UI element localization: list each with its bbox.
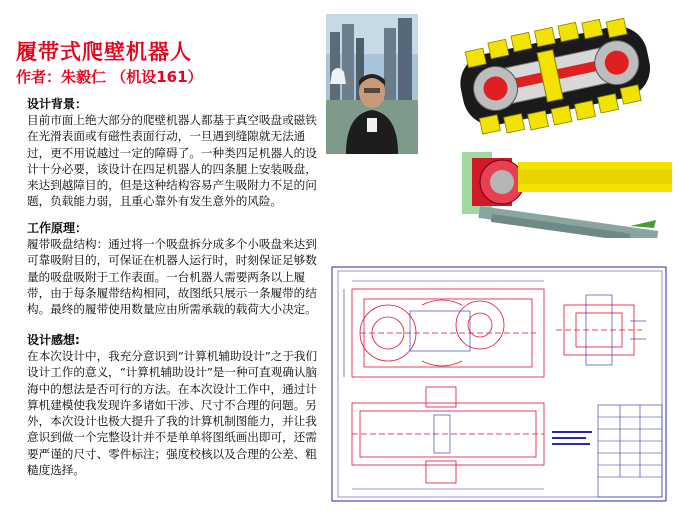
shaft-detail-render bbox=[462, 148, 672, 238]
author-photo bbox=[326, 14, 418, 154]
background-heading: 设计背景： bbox=[27, 97, 88, 111]
reflection-heading: 设计感想: bbox=[27, 333, 80, 347]
crawler-track-render bbox=[432, 10, 677, 140]
poster-title: 履带式爬壁机器人 bbox=[16, 40, 192, 64]
reflection-text: 在本次设计中，我充分意识到“计算机辅助设计”之于我们设计工作的意义，“计算机辅助设计”是一种可直观确认脑海中的想法是否可行的方法。在本次设计工作中，通过计算机建模使我发现许多诸如干涉、尺寸不合理的问题。另外，本次设计也极大提升了我的计算机制图能力，并让我意识到做一个完整设计并不是单单将图纸画出即可，还需要严谨的尺寸、零件标注；强度校核以及合理的公差、粗糙度选择。 bbox=[27, 349, 318, 478]
principle-text: 履带吸盘结构：通过将一个吸盘拆分成多个小吸盘来达到可靠吸附目的，可保证在机器人运行时，时刻保证足够数量的吸盘吸附于工作表面。一台机器人需要两条以上履带，由于每条履带结构相同，故图纸只展示一条履带的结构。最终的履带使用数量应由所需承载的载荷大小决定。 bbox=[27, 237, 317, 317]
principle-heading: 工作原理： bbox=[27, 221, 88, 235]
author-line: 作者：朱毅仁 （机设161） bbox=[16, 68, 203, 86]
background-text: 目前市面上绝大部分的爬壁机器人都基于真空吸盘或磁铁在光滑表面或有磁性表面行动，一旦遇到缝隙就无法通过，更不用说越过一定的障碍了。一种类四足机器人的设计十分必要，该设计在四足机器人的四条腿上安装吸盘，来达到越障目的，但是这种结构容易产生吸附力不足的问题，负载能力弱，且重心靠外有发生意外的风险。 bbox=[27, 113, 317, 209]
engineering-drawing bbox=[330, 265, 670, 505]
